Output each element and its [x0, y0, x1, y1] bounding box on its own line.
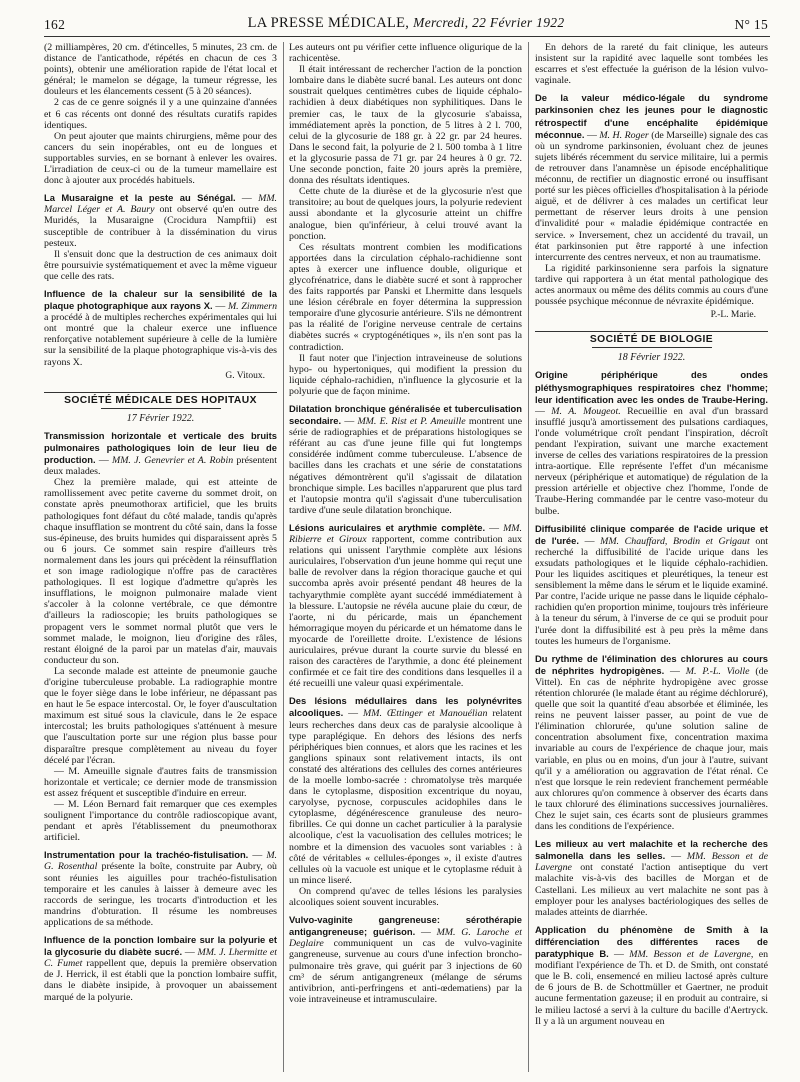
page-header — [44, 14, 768, 36]
article-body: Recueillie en aval d'un brassard insufflé jusqu'à amortissement des pulsations cardiaques, l'onde volumétrique croît pendant l'inspiration, décroît pendant l'expiration, suivant une marche exactement inverse de celles des variations respiratoires de la pression intra-aortique. Elle représente l'effet d'un mécanisme nerveux (périphérique et automatique) de régulation de la pression artérielle et objective chez l'homme, l'onde de Traube-Hering commandée par le centre vaso-moteur du bulbe. — [535, 405, 768, 517]
article-lesions-medullaires: Des lésions médullaires dans les polynévrites alcooliques. — MM. Œttinger et Manouélian relatent leurs recherches dans deux cas de paralysie alcoolique à type paraplégique. En dehors des lésions des nerfs périphériques bien connues, et alors que les racines et les ganglions spinaux sont relativement intacts, ils ont constaté des altérations des cellules des cornes antérieures de la moelle lombo-sacrée : chromatolyse très marquée dans le cytoplasme, disposition excentrique du noyau, caryolyse, pycnose, corpuscules acidophiles dans le cytoplasme, dégénérescence granuleuse des neuro-fibrilles. Ce qui donne un cachet particulier à la paralysie alcoolique, c'est la vacuolisation des cellules motrices; le nombre et la dimension des vacuoles sont variables : à côté de véritables « cellules-éponges », il existe d'autres cellules où la vacuole est unique et le cytoplasme réduit à un mince liseré. — [289, 695, 522, 886]
paragraph: Ces résultats montrent combien les modifications apportées dans la circulation céphalo-rachidienne sont aptes à exercer une influence double, oligurique et glycofrénatrice, dans le diabète sucré et sont à rapprocher des faits rapportés par Panski et Lhermitte dans lesquels une lésion cérébrale en foyer détermina la suppression temporaire d'une glycosurie antérieure. S'ils ne démontrent pas la réalité de l'origine nerveuse centrale de certains diabètes sucrés « cryptogénétiques », ils n'en sont pas la contradiction. — [289, 241, 522, 353]
article-acide-urique: Diffusibilité clinique comparée de l'acide urique et de l'urée. — MM. Chauffard, Brodin et Grigaut ont recherché la diffusibilité de l'acide urique dans les exsudats pathologiques et le liquide céphalo-rachidien. Pour les liquides ascitiques et pleurétiques, la teneur est sensiblement la même dans le sérum et le liquide examiné. Par contre, l'acide urique ne passe dans le liquide céphalo-rachidien qu'en proportion minime, toujours très inférieure à la teneur du sérum, à l'inverse de ce qui se produit pour l'urée dont la diffusibilité est à peu près la même dans toutes les humeurs de l'organisme. — [535, 522, 768, 647]
article-title: Dilatation bronchique généralisée et tuberculisation secondaire. — [289, 403, 522, 427]
article-authors: M. G. Rosenthal — [44, 850, 277, 873]
article-body: rapportent, comme contribution aux relations qui unissent l'arythmie complète aux lésions auriculaires, l'observation d'un jeune homme qui reçut une balle de revolver dans la région thoracique gauche et qui succomba après avoir présenté pendant 48 heures de la tachyarythmie complète ayant succédé immédiatement à la blessure. L'autopsie ne révéla aucune plaie du cœur, de l'aorte, ni du péricarde, mais un épanchement hémorragique moyen du péricarde et un hématome dans le myocarde de l'oreillette droite. L'existence de lésions auriculaires, prévue durant la courte survie du blessé en raison des caractères de l'arythmie, a donc été pleinement confirmée et ce fait tire des conditions dans lesquelles il a été recueilli une valeur quasi expérimentale. — [289, 534, 522, 690]
article-body: ont observé qu'en outre des Muridés, la Musaraigne (Crocidura Nampftii) est susceptible de contribuer à la dissémination du virus pesteux. — [44, 204, 277, 249]
article-vulvo-vaginite: Vulvo-vaginite gangreneuse: sérothérapie antigangreneuse; guérison. — MM. G. Laroche et Deglaire communiquent un cas de vulvo-vaginite gangreneuse, survenue au cours d'une infection broncho-pulmonaire très grave, qui guérit par 3 injections de 60 cm³ de sérum antigangreneux (mélange de sérums antivibrion, anti-perfringens et anti-œdematiens) par la voie intraveineuse et intramusculaire. — [289, 914, 522, 1005]
paragraph: Chez la première malade, qui est atteinte de ramollissement avec petite caverne du sommet droit, on constate après pneumothorax artificiel, que les bruits pathologiques font défaut du côté malade, tandis qu'après chaque insufflation se montrent du côté sain, dans la fosse sus-épineuse, des bruits humides qui disparaissent après 5 ou 6 jours. Ce sommet sain respire d'ailleurs très normalement dans les jours qui précèdent la réinsufflation et son image radiologique n'offre pas de caractères pathologiques. Il est logique d'admettre qu'après les insufflations, le moignon pulmonaire malade vient s'accoler à la colonne vertébrale, ce que démontre d'ailleurs la radioscopie; les bruits pathologiques se propagent vers le sommet normal plutôt que vers le sommet malade, le moignon, lieu d'origine des râles, restant éloigné de la paroi par un matelas d'air, mauvais conducteur du son. — [44, 477, 277, 666]
column-2 — [289, 42, 522, 1072]
article-authors: MM. Besson et de Lavergne, — [629, 949, 754, 961]
paragraph: Il était intéressant de rechercher l'action de la ponction lombaire dans le diabète sucré banal. Les auteurs ont donc soustrait quelques centimètres cubes de liquide céphalo-rachidien à deux diabétiques non syphilitiques. Dans le premier cas, le taux de la glycosurie s'abaissa, immédiatement après la ponction, de 5 litres à 2 l. 700, celui de la glycosurie de 188 gr. à 22 gr. par 24 heures. Dans le second fait, la polyurie de 2 l. 500 tomba à 1 litre et la glycosurie passa de 71 gr. par 24 heures à 0 gr. 72. Une seconde ponction, faite 20 jours après la première, donna des résultats identiques. — [289, 64, 522, 187]
article-body: ont constaté l'action antiseptique du vert malachite vis-à-vis des bacilles de Morgan et de Castellani. Les milieux au vert malachite ne sont pas à employer pour les analyses bactériologiques des selles de malades atteints de diarrhée. — [535, 862, 768, 918]
paragraph: — M. Léon Bernard fait remarquer que ces exemples soulignent l'importance du contrôle radioscopique avant, pendant et après l'établissement du pneumothorax artificiel. — [44, 799, 277, 844]
article-title: Les milieux au vert malachite et la recherche des salmonella dans les selles. — [535, 838, 768, 862]
article-title: Transmission horizontale et verticale des bruits pulmonaires pathologiques loin de leur lieu de production. — [44, 429, 277, 466]
article-authors: M. Zimmern — [227, 301, 277, 313]
article-instrumentation: Instrumentation pour la trachéo-fistulisation. — M. G. Rosenthal présente la boîte, construite par Aubry, où sont réunies les aiguilles pour trachéo-fistulisation temporaire et les canules à laisser à demeure avec les raccords de seringue, les trocarts d'introduction et les mandrins d'obturation. Il résume les nombreuses applications de sa méthode. — [44, 849, 277, 928]
article-dilatation: Dilatation bronchique généralisée et tuberculisation secondaire. — MM. E. Rist et P. Ameuille montrent une série de radiographies et de préparations histologiques se référant au cas d'une jeune fille qui fut longtemps considérée indûment comme tuberculeuse. L'absence de bacilles dans les crachats et une série de constatations négatives démontrèrent qu'il s'agissait de dilatation bronchique simple. Les bacilles n'apparurent que plus tard et l'autopsie montra qu'il s'agissait d'une tuberculisation tardive d'une seule dilatation bronchique. — [289, 403, 522, 516]
article-body: a procédé à de multiples recherches expérimentales qui lui ont montré que la chaleur exerce une influence renforçative notablement supérieure à celle de la lumière sur la sensibilité de la plaque photographique vis-à-vis des rayons X. — [44, 312, 277, 368]
column-divider-2 — [528, 42, 529, 1072]
issue-date: Mercredi, 22 Février 1922 — [413, 15, 565, 30]
paragraph: La seconde malade est atteinte de pneumonie gauche d'origine tuberculeuse probable. La radiographie montre que le foyer siège dans le lobe inférieur, ne dépassant pas en haut le 5e espace intercostal. Or, le foyer d'auscultation maximum est situé sous la clavicule, dans le 2e espace intercostal; les bruits pathologiques s'atténuent à mesure que l'auscultation porte sur une région plus basse pour disparaître presque complètement au niveau du foyer décelé par l'écran. — [44, 665, 277, 766]
article-authors: M. A. Mougeot. — [551, 405, 621, 417]
column-divider-1 — [283, 42, 284, 1072]
article-body: ont recherché la diffusibilité de l'acide urique dans les exsudats pathologiques et le liquide céphalo-rachidien. Pour les liquides ascitiques et pleurétiques, la teneur est sensiblement la même dans le sérum et le liquide examiné. Par contre, l'acide urique ne passe dans le liquide céphalo-rachidien qu'en proportion minime, toujours très inférieure à la teneur du sérum, à l'inverse de ce qui se produit pour l'urée dont la diffusibilité est à peu près la même dans toutes les humeurs de l'organisme. — [535, 535, 768, 647]
article-musaraigne: La Musaraigne et la peste au Sénégal. — MM. Marcel Léger et A. Baury ont observé qu'en outre des Muridés, la Musaraigne (Crocidura Nampftii) est susceptible de contribuer à la dissémination du virus pesteux. — [44, 192, 277, 249]
paragraph: Les auteurs ont pu vérifier cette influence oligurique de la rachicentèse. — [289, 42, 522, 65]
section-date: 18 Février 1922. — [617, 352, 686, 364]
article-lesions-auriculaires: Lésions auriculaires et arythmie complète. — MM. Ribierre et Giroux rapportent, comme contribution aux relations qui unissent l'arythmie complète aux lésions auriculaires, l'observation d'un jeune homme qui reçut une balle de revolver dans la région thoracique gauche et qui succomba après avoir présenté pendant 48 heures de la tachyarythmie complète ayant succédé immédiatement à la blessure. L'autopsie ne révéla aucune plaie du cœur, de l'aorte, ni du péricarde, mais un épanchement hémorragique moyen du péricarde et un hématome dans le myocarde de l'oreillette droite. L'existence de lésions auriculaires, prévue durant la courte survie du blessé en raison des caractères de l'arythmie, a donc été pleinement confirmée et ce fait tire des conditions dans lesquelles il a été recueilli une valeur quasi expérimentale. — [289, 521, 522, 690]
article-plethysmographie: Origine périphérique des ondes pléthysmographiques respiratoires chez l'homme; leur identification avec les ondes de Traube-Hering. — M. A. Mougeot. Recueillie en aval d'un brassard insufflé jusqu'à amortissement des pulsations cardiaques, l'onde volumétrique croît pendant l'inspiration, décroît pendant l'expiration, suivant une marche exactement inverse de celles des variations respiratoires de la pression intra-aortique. Elle représente l'effet d'un mécanisme nerveux (périphérique et automatique) de régulation de la pression artérielle et objective chez l'homme, l'onde de Traube-Hering commandée par le centre vaso-moteur du bulbe. — [535, 369, 768, 517]
section-date: 17 Février 1922. — [126, 412, 195, 424]
article-title: Lésions auriculaires et arythmie complète. — [289, 521, 486, 533]
column-3 — [535, 42, 768, 1072]
article-title: De la valeur médico-légale du syndrome parkinsonien chez les jeunes pour le diagnostic rétrospectif d'une encéphalite épidémique méconnue. — [535, 92, 768, 140]
article-title: Application du phénomène de Smith à la différenciation des différentes races de paratyphique B. — [535, 923, 768, 960]
article-authors: MM. Œttinger et Manouélian — [363, 708, 488, 720]
section-title: SOCIÉTÉ DE BIOLOGIE — [589, 334, 714, 346]
issue-number: N° 15 — [734, 17, 768, 32]
paragraph: En dehors de la rareté du fait clinique, les auteurs insistent sur la rapidité avec laquelle sont tombées les escarres et s'est effectuée la guérison de la lésion vulvo-vaginale. — [535, 42, 768, 87]
article-transmission: Transmission horizontale et verticale des bruits pulmonaires pathologiques loin de leur lieu de production. — MM. J. Genevrier et A. Robin présentent deux malades. — [44, 429, 277, 478]
article-authors: MM. J. Lhermitte et C. Fumet — [44, 947, 277, 970]
signature: G. Vitoux. — [225, 370, 265, 381]
signature: P.-L. Marie. — [710, 310, 756, 321]
article-title: La Musaraigne et la peste au Sénégal. — [44, 192, 236, 204]
article-title: Influence de la ponction lombaire sur la polyurie et la glycosurie du diabète sucré. — [44, 934, 277, 958]
article-authors: M. P.-L. Violle — [685, 665, 750, 677]
article-chaleur: Influence de la chaleur sur la sensibilité de la plaque photographique aux rayons X. — M. Zimmern a procédé à de multiples recherches expérimentales qui lui ont montré que la chaleur exerce une influence renforçative notablement supérieure à celle de la lumière sur la sensibilité de la plaque photographique vis-à-vis des rayons X. — [44, 287, 277, 368]
paragraph: Il faut noter que l'injection intraveineuse de solutions hypo- ou hypertoniques, qui modifient la pression du liquide céphalo-rachidien, n'influence la glycosurie et la polyurie que de façon minime. — [289, 352, 522, 397]
paragraph: — M. Ameuille signale d'autres faits de transmission horizontale et verticale; ce dernier mode de transmission est assez fréquent et susceptible d'induire en erreur. — [44, 765, 277, 799]
article-authors: MM. Chauffard, Brodin et Grigaut — [600, 535, 750, 547]
section-rule — [101, 408, 221, 409]
article-authors: M. H. Roger — [599, 129, 649, 141]
article-body: présentent deux malades. — [44, 455, 277, 478]
article-body: (de Marseille) signale des cas où un syndrome parkinsonien, évoluant chez de jeunes sujets libérés récemment du service militaire, lui a permis de retrouver dans l'anamnèse un épisode encéphalitique méconnu, de rectifier un diagnostic erroné ou insuffisant porté sur les pièces officielles d'hospitalisation à la période aiguë, et de délivrer à ces malades un certificat leur permettant de réserver leurs droits à une pension d'invalidité pour « maladie épidémique contractée en service. » Inversement, chez un accidenté du travail, un état parkinsonien put être rapporté à une infection intercurrente des centres nerveux, et non au traumatisme. — [535, 129, 768, 263]
paragraph: Cette chute de la diurèse et de la glycosurie n'est que transitoire; au bout de quelques jours, la polyurie redevient aussi abondante et la glycosurie atteint un chiffre analogue, bien qu'inférieur, à celui trouvé avant la ponction. — [289, 186, 522, 242]
article-title: Origine périphérique des ondes pléthysmographiques respiratoires chez l'homme; leur identification avec les ondes de Traube-Hering. — [535, 369, 768, 405]
paragraph: 2 cas de ce genre soignés il y a une quinzaine d'années et 6 cas récents ont donné des résultats curatifs rapides identiques. — [44, 97, 277, 131]
section-rule — [592, 347, 712, 348]
article-title: Diffusibilité clinique comparée de l'acide urique et de l'urée. — [535, 522, 768, 546]
article-body: communiquent un cas de vulvo-vaginite gangreneuse, survenue au cours d'une infection broncho-pulmonaire très grave, qui guérit par 3 injections de 60 cm³ de sérum antigangreneux (mélange de sérums antivibrion, anti-perfringens et anti-œdematiens) par la voie intraveineuse et intramusculaire. — [289, 938, 522, 1005]
article-title: Du rythme de l'élimination des chlorures au cours de néphrites hydropigènes. — [535, 652, 768, 676]
header-rule — [44, 36, 770, 37]
paragraph: (2 milliampères, 20 cm. d'étincelles, 5 minutes, 23 cm. de distance de l'anticathode, répétés en chacun de ces 3 points), obtenir une amélioration rapide de l'état local et général; le mamelon se dégage, la tumeur régresse, les douleurs et les élancements cessent (5 à 20 séances). — [44, 42, 277, 98]
article-body: montrent une série de radiographies et de préparations histologiques se référant au cas d'une jeune fille qui fut longtemps considérée indûment comme tuberculeuse. L'absence de bacilles dans les crachats et une série de constatations négatives démontrèrent qu'il s'agissait de dilatation bronchique simple. Les bacilles n'apparurent que plus tard et l'autopsie montra qu'il s'agissait d'une tuberculisation tardive d'une seule dilatation bronchique. — [289, 416, 522, 516]
article-authors: MM. G. Laroche et Deglaire — [289, 927, 522, 950]
article-title: Des lésions médullaires dans les polynévrites alcooliques. — [289, 695, 522, 719]
paragraph: On comprend qu'avec de telles lésions les paralysies alcooliques soient souvent incurables. — [289, 885, 522, 909]
paragraph: La rigidité parkinsonienne sera parfois la signature tardive qui rapportera à un état mental pathologique des actes anormaux ou même des délits commis au cours d'une poussée psychique méconnue de névraxite épidémique. — [535, 262, 768, 308]
article-authors: MM. E. Rist et P. Ameuille — [357, 416, 466, 428]
article-vert-malachite: Les milieux au vert malachite et la recherche des salmonella dans les selles. — MM. Besson et de Lavergne ont constaté l'action antiseptique du vert malachite vis-à-vis des bacilles de Morgan et de Castellani. Les milieux au vert malachite ne sont pas à employer pour les analyses bactériologiques des selles de malades atteints de diarrhée. — [535, 838, 768, 918]
page-number: 162 — [44, 17, 66, 32]
article-ponction: Influence de la ponction lombaire sur la polyurie et la glycosurie du diabète sucré. — MM. J. Lhermitte et C. Fumet rappellent que, depuis la première observation de J. Herrick, il est établi que la ponction lombaire suffit, dans le diabète insipide, à provoquer un abaissement marqué de la polyurie. — [44, 934, 277, 1003]
article-title: Vulvo-vaginite gangreneuse: sérothérapie antigangreneuse; guérison. — [289, 914, 522, 938]
article-authors: MM. J. Genevrier et A. Robin — [111, 455, 234, 467]
article-smith: Application du phénomène de Smith à la différenciation des différentes races de paratyphique B. — MM. Besson et de Lavergne, en modifiant l'expérience de Th. et D. de Smith, ont constaté que le B. coli, ensemencé en milieu lactosé après culture de 6 jours de B. de Schottmüller et Gaertner, ne produit aucune fermentation gazeuse; il en produit au contraire, si le milieu lactosé a servi à la culture du bacille d'Aertryck. Il y a là un argument nouveau en — [535, 923, 768, 1027]
paragraph: On peut ajouter que maints chirurgiens, même pour des cancers du sein inopérables, ont eu de longues et supportables survies, en se bornant à enlever les ovaires. L'irradiation de ceux-ci ou de la tumeur mamellaire est donc à ajouter aux procédés habituels. — [44, 130, 277, 187]
section-societe-biologie — [535, 331, 768, 363]
article-body: (de Vittel). En cas de néphrite hydropigène avec grosse rétention chlorurée (le malade étant au régime déchloruré), quelle que soit la quantité d'eau absorbée et éliminée, les reins ne peuvent laisser passer, au point de vue de l'élimination chlorurée, qu'une solution saline de concentration absolument fixe, concentration maxima invariable au cours de l'expérience de chaque jour, mais variable, en plus ou en moins, d'un jour à l'autre, suivant qu'il y a amélioration ou aggravation de l'état rénal. Ce n'est que lorsque le rein redevient franchement perméable aux chlorures qu'on commence à observer des écarts dans le taux chloruré des éliminations successives journalières. Chez le sujet sain, ces écarts sont de plusieurs grammes dans les conditions de l'expérience. — [535, 665, 768, 833]
article-authors: MM. Ribierre et Giroux — [289, 522, 522, 546]
section-title: SOCIÉTÉ MÉDICALE DES HOPITAUX — [64, 394, 257, 406]
article-title: Instrumentation pour la trachéo-fistulisation. — [44, 849, 249, 861]
article-body: en modifiant l'expérience de Th. et D. de Smith, ont constaté que le B. coli, ensemencé en milieu lactosé après culture de 6 jours de B. de Schottmüller et Gaertner, ne produit aucune fermentation gazeuse; il en produit au contraire, si le milieu lactosé a servi à la culture du bacille d'Aertryck. Il y a là un argument nouveau en — [535, 949, 768, 1027]
section-societe-medicale — [44, 392, 277, 424]
article-title: Influence de la chaleur sur la sensibilité de la plaque photographique aux rayons X. — [44, 287, 277, 312]
article-body: présente la boîte, construite par Aubry, où sont réunies les aiguilles pour trachéo-fistulisation temporaire et les canules à laisser à demeure avec les raccords de seringue, les trocarts d'introduction et les mandrins d'obturation. Il résume les nombreuses applications de sa méthode. — [44, 861, 277, 928]
column-1 — [44, 42, 277, 1072]
article-chlorures: Du rythme de l'élimination des chlorures au cours de néphrites hydropigènes. — M. P.-L. Violle (de Vittel). En cas de néphrite hydropigène avec grosse rétention chlorurée (le malade étant au régime déchloruré), quelle que soit la quantité d'eau absorbée et éliminée, les reins ne peuvent laisser passer, au point de vue de l'élimination chlorurée, qu'une solution saline de concentration absolument fixe, concentration maxima invariable au cours de l'expérience de chaque jour, mais variable, en plus ou en moins, d'un jour à l'autre, suivant qu'il y a amélioration ou aggravation de l'état rénal. Ce n'est que lorsque le rein redevient franchement perméable aux chlorures qu'on commence à observer des écarts dans le taux chloruré des éliminations successives journalières. Chez le sujet sain, ces écarts sont de plusieurs grammes dans les conditions de l'expérience. — [535, 652, 768, 833]
article-parkinson: De la valeur médico-légale du syndrome parkinsonien chez les jeunes pour le diagnostic rétrospectif d'une encéphalite épidémique méconnue. — M. H. Roger (de Marseille) signale des cas où un syndrome parkinsonien, évoluant chez de jeunes sujets libérés récemment du service militaire, lui a permis de retrouver dans l'anamnèse un épisode encéphalitique méconnu, de rectifier un diagnostic erroné ou insuffisant porté sur les pièces officielles d'hospitalisation à la période aiguë, et de délivrer à ces malades un certificat leur permettant de réserver leurs droits à une pension d'invalidité pour « maladie épidémique contractée en service. » Inversement, chez un accidenté du travail, un état parkinsonien put être rapporté à une infection intercurrente des centres nerveux, et non au traumatisme. — [535, 92, 768, 263]
article-body: relatent leurs recherches dans deux cas de paralysie alcoolique à type paraplégique. En dehors des lésions des nerfs périphériques bien connues, et alors que les racines et les ganglions spinaux sont relativement intacts, ils ont constaté des altérations des cellules des cornes antérieures de la moelle lombo-sacrée : chromatolyse très marquée dans le cytoplasme, disposition excentrique du noyau, caryolyse, pycnose, corpuscules acidophiles dans le cytoplasme, dégénérescence granuleuse des neuro-fibrilles. Ce qui donne un cachet particulier à la paralysie alcoolique, c'est la vacuolisation des cellules motrices; le nombre et la dimension des vacuoles sont variables : à côté de véritables « cellules-éponges », il existe d'autres cellules où la vacuole est unique et le cytoplasme réduit à un mince liseré. — [289, 708, 522, 886]
article-body: rappellent que, depuis la première observation de J. Herrick, il est établi que la ponction lombaire suffit, dans le diabète insipide, à provoquer un abaissement marqué de la polyurie. — [44, 958, 277, 1003]
journal-name: LA PRESSE MÉDICALE, — [247, 15, 410, 31]
journal-title — [44, 15, 768, 32]
paragraph: Il s'ensuit donc que la destruction de ces animaux doit être poursuivie systématiquement et avec la même vigueur que celle des rats. — [44, 248, 277, 282]
article-authors: MM. Marcel Léger et A. Baury — [44, 193, 277, 216]
article-authors: MM. Besson et de Lavergne — [535, 851, 768, 874]
